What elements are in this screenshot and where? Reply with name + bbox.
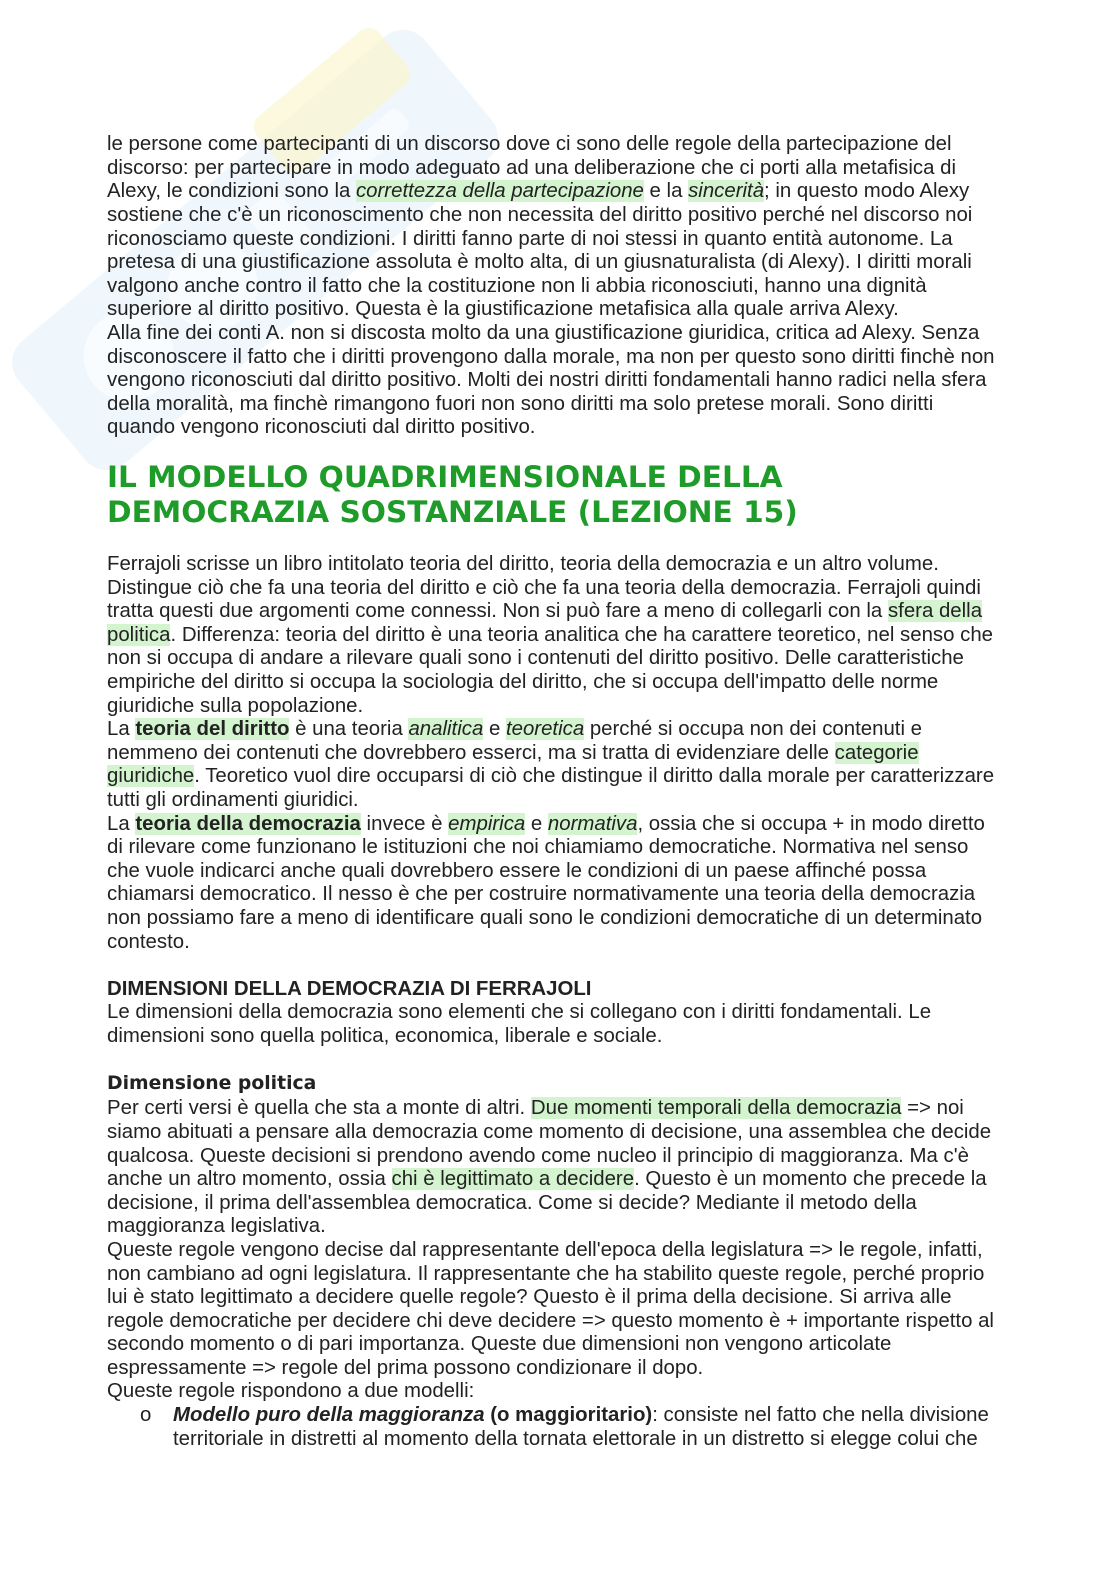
text-line [107,157,1067,181]
text-run: invece è [360,812,449,835]
text-run: Per certi versi è quella che sta a monte di altri. [107,1097,531,1120]
text-run: di rilevare come funzionano le istituzioni che noi chiamiamo democratiche. Normativa nel senso [107,836,969,859]
text-line [107,133,1067,157]
list-item [107,1404,1067,1451]
text-line [107,298,1067,322]
text-run: : consiste nel fatto che nella divisione [652,1404,989,1427]
title-line: DEMOCRAZIA SOSTANZIALE (LEZIONE 15) [107,495,798,530]
text-line [107,789,1067,813]
paragraph [107,1380,1067,1404]
text-run: => noi [901,1097,964,1120]
text-run: perché si occupa non dei contenuti e [584,718,922,741]
text-run: nemmeno dei contenuti che dovrebbero esserci, ma si tratta di evidenziare delle [107,741,835,764]
text-line [107,1263,1067,1287]
paragraph [107,553,1067,718]
text-run: vengono riconosciuti dal diritto positivo. Molti dei nostri diritti fondamentali hanno radici nella sfera [107,369,987,392]
text-run: tutti gli ordinamenti giuridici. [107,789,359,812]
text-line [107,624,1067,648]
text-line [107,1001,1067,1025]
text-run: riconosciamo queste condizioni. I diritti fanno parte di noi stessi in quanto entità autonome. La [107,227,953,250]
emphasized-text: (o maggioritario) [484,1404,653,1427]
highlighted-text: teoretica [505,718,585,741]
text-line [107,742,1067,766]
text-run: Queste regole vengono decise dal rappresentante dell'epoca della legislatura => le regole, infatti, [107,1238,983,1261]
text-run: e la [643,180,689,203]
text-line [107,718,1067,742]
highlighted-text: teoria del diritto [135,718,290,741]
text-run: tratta questi due argomenti come connessi. Non si può fare a meno di collegarli con la [107,600,888,623]
text-line [107,647,1067,671]
text-run: Ferrajoli scrisse un libro intitolato teoria del diritto, teoria della democrazia e un altro volume. [107,553,939,576]
text-run: sostiene che c'è un riconoscimento che non necessita del diritto positivo perché nel discorso noi [107,203,973,226]
list-item-text [173,1404,1067,1451]
text-line [107,1168,1067,1192]
highlighted-text: correttezza della partecipazione [355,180,644,203]
text-line [107,907,1067,931]
text-line [107,1192,1067,1216]
text-run: territoriale in distretti al momento della tornata elettorale in un distretto si elegge colui che [173,1427,978,1450]
text-run: siamo abituati a pensare alla democrazia come momento di decisione, una assemblea che decide [107,1120,992,1143]
text-line [107,860,1067,884]
text-line [107,600,1067,624]
text-line [107,322,1067,346]
text-run: e [525,812,548,835]
text-run: . Questo è un momento che precede la [634,1168,987,1191]
text-run: superiore al diritto positivo. Questa è la giustificazione metafisica alla quale arriva Alexy. [107,298,899,321]
text-run: empiriche del diritto si occupa la sociologia del diritto, che si occupa dell'impatto delle norme [107,671,939,694]
text-line [107,204,1067,228]
emphasized-text: Modello puro della maggioranza [173,1404,485,1427]
text-run: La [107,718,136,741]
text-line [107,228,1067,252]
highlighted-text: sfera della [887,600,983,623]
text-run: . Teoretico vuol dire occuparsi di ciò che distingue il diritto dalla morale per caratterizzare [194,765,995,788]
paragraph [107,322,1067,440]
paragraph [107,1001,1067,1048]
paragraph [107,1097,1067,1239]
text-line [107,1239,1067,1263]
text-line [107,553,1067,577]
text-run: Queste regole rispondono a due modelli: [107,1380,475,1403]
paragraph [107,1239,1067,1381]
text-run: Alexy, le condizioni sono la [107,180,356,203]
text-line [107,251,1067,275]
highlighted-text: politica [107,623,171,646]
text-run: Distingue ciò che fa una teoria del diritto e ciò che fa una teoria della democrazia. Ferrajoli quindi [107,576,981,599]
highlighted-text: giuridiche [107,765,195,788]
subsection-heading: DIMENSIONI DELLA DEMOCRAZIA DI FERRAJOLI [107,977,592,1000]
text-run: discorso: per partecipare in modo adeguato ad una deliberazione che ci porti alla metafisica di [107,156,956,179]
text-run: giuridiche sulla popolazione. [107,694,364,717]
text-line [107,275,1067,299]
text-run: maggioranza legislativa. [107,1215,326,1238]
text-line [107,1333,1067,1357]
paragraph [107,813,1067,955]
text-run: ; in questo modo Alexy [764,180,970,203]
text-run: è una teoria [289,718,409,741]
section-title [107,460,1067,530]
text-run: e [483,718,506,741]
text-run: , ossia che si occupa + in modo diretto [637,812,985,835]
text-line [107,1380,1067,1404]
text-line [107,883,1067,907]
text-run: espressamente => regole del prima possono condizionare il dopo. [107,1356,704,1379]
text-run: qualcosa. Queste decisioni si prendono avendo come nucleo il principio di maggioranza. Ma c'è [107,1144,969,1167]
text-line [107,1025,1067,1049]
text-line [107,369,1067,393]
text-run: decisione, il prima dell'assemblea democratica. Come si decide? Mediante il metodo della [107,1191,917,1214]
highlighted-text: empirica [448,812,526,835]
text-line [107,836,1067,860]
highlighted-text: Due momenti temporali della democrazia [530,1097,902,1120]
paragraph [107,718,1067,812]
list-bullet: o [140,1404,152,1427]
text-run: non possiamo fare a meno di identificare quali sono le condizioni democratiche di un determinato [107,907,983,929]
highlighted-text: analitica [408,718,484,741]
text-run: valgono anche contro il fatto che la costituzione non li abbia riconosciuti, hanno una dignità [107,274,927,297]
title-line: IL MODELLO QUADRIMENSIONALE DELLA [107,460,783,495]
text-run: non cambiano ad ogni legislatura. Il rappresentante che ha stabilito queste regole, perché proprio [107,1262,985,1285]
text-line [107,813,1067,837]
text-line [107,765,1067,789]
text-line [107,393,1067,417]
text-line [107,671,1067,695]
text-run: le persone come partecipanti di un discorso dove ci sono delle regole della partecipazione del [107,133,952,156]
text-run: della moralità, ma finchè rimangono fuori non sono diritti ma solo pretese morali. Sono diritti [107,392,934,415]
text-line [107,346,1067,370]
text-run: quando vengono riconosciuti dal diritto positivo. [107,416,536,439]
text-line [107,1286,1067,1310]
document-body [107,133,1067,1451]
text-line [107,1145,1067,1169]
text-line [107,931,1067,955]
text-run: . Differenza: teoria del diritto è una teoria analitica che ha carattere teoretico, nel senso che [170,623,994,646]
text-line [107,695,1067,719]
text-run: regole democratiche per decidere chi deve decidere => questo momento è + importante rispetto al [107,1309,994,1332]
text-run: dimensioni sono quella politica, economica, liberale e sociale. [107,1024,663,1047]
text-line [107,1215,1067,1239]
highlighted-text: teoria della democrazia [135,812,361,835]
text-run: pretesa di una giustificazione assoluta è molto alta, di un giusnaturalista (di Alexy). I diritti morali [107,251,972,274]
text-run: secondo momento o di pari importanza. Queste due dimensioni non vengono articolate [107,1333,892,1356]
text-line [107,577,1067,601]
text-line [107,1097,1067,1121]
text-run: chiamarsi democratico. Il nesso è che per costruire normativamente una teoria della democrazia [107,883,976,906]
text-run: non si occupa di andare a rilevare quali sono i contenuti del diritto positivo. Delle caratteristiche [107,647,964,670]
text-run: Alla fine dei conti A. non si discosta molto da una giustificazione giuridica, critica ad Alexy. Senza [107,321,980,344]
highlighted-text: sincerità [688,180,765,203]
text-line [107,180,1067,204]
text-run: disconoscere il fatto che i diritti provengono dalla morale, ma non per questo sono diritti finchè non [107,345,995,368]
paragraph [107,133,1067,322]
text-run: Le dimensioni della democrazia sono elementi che si collegano con i diritti fondamentali. Le [107,1001,932,1024]
text-line [107,416,1067,440]
text-run: La [107,812,136,835]
highlighted-text: categorie [834,741,919,764]
highlighted-text: normativa [547,812,638,835]
subsection-heading: Dimensione politica [107,1073,317,1095]
text-run: anche un altro momento, ossia [107,1168,392,1191]
text-run: lui è stato legittimato a decidere quelle regole? Questo è il prima della decisione. Si arriva alle [107,1286,952,1309]
text-line [107,1310,1067,1334]
text-line [107,1357,1067,1381]
text-line [173,1404,1067,1428]
text-line [107,1121,1067,1145]
highlighted-text: chi è legittimato a decidere [391,1168,635,1191]
text-run: contesto. [107,930,190,953]
text-run: che vuole indicarci anche quali dovrebbero essere le condizioni di un paese affinché possa [107,859,927,882]
text-line [173,1428,1067,1452]
